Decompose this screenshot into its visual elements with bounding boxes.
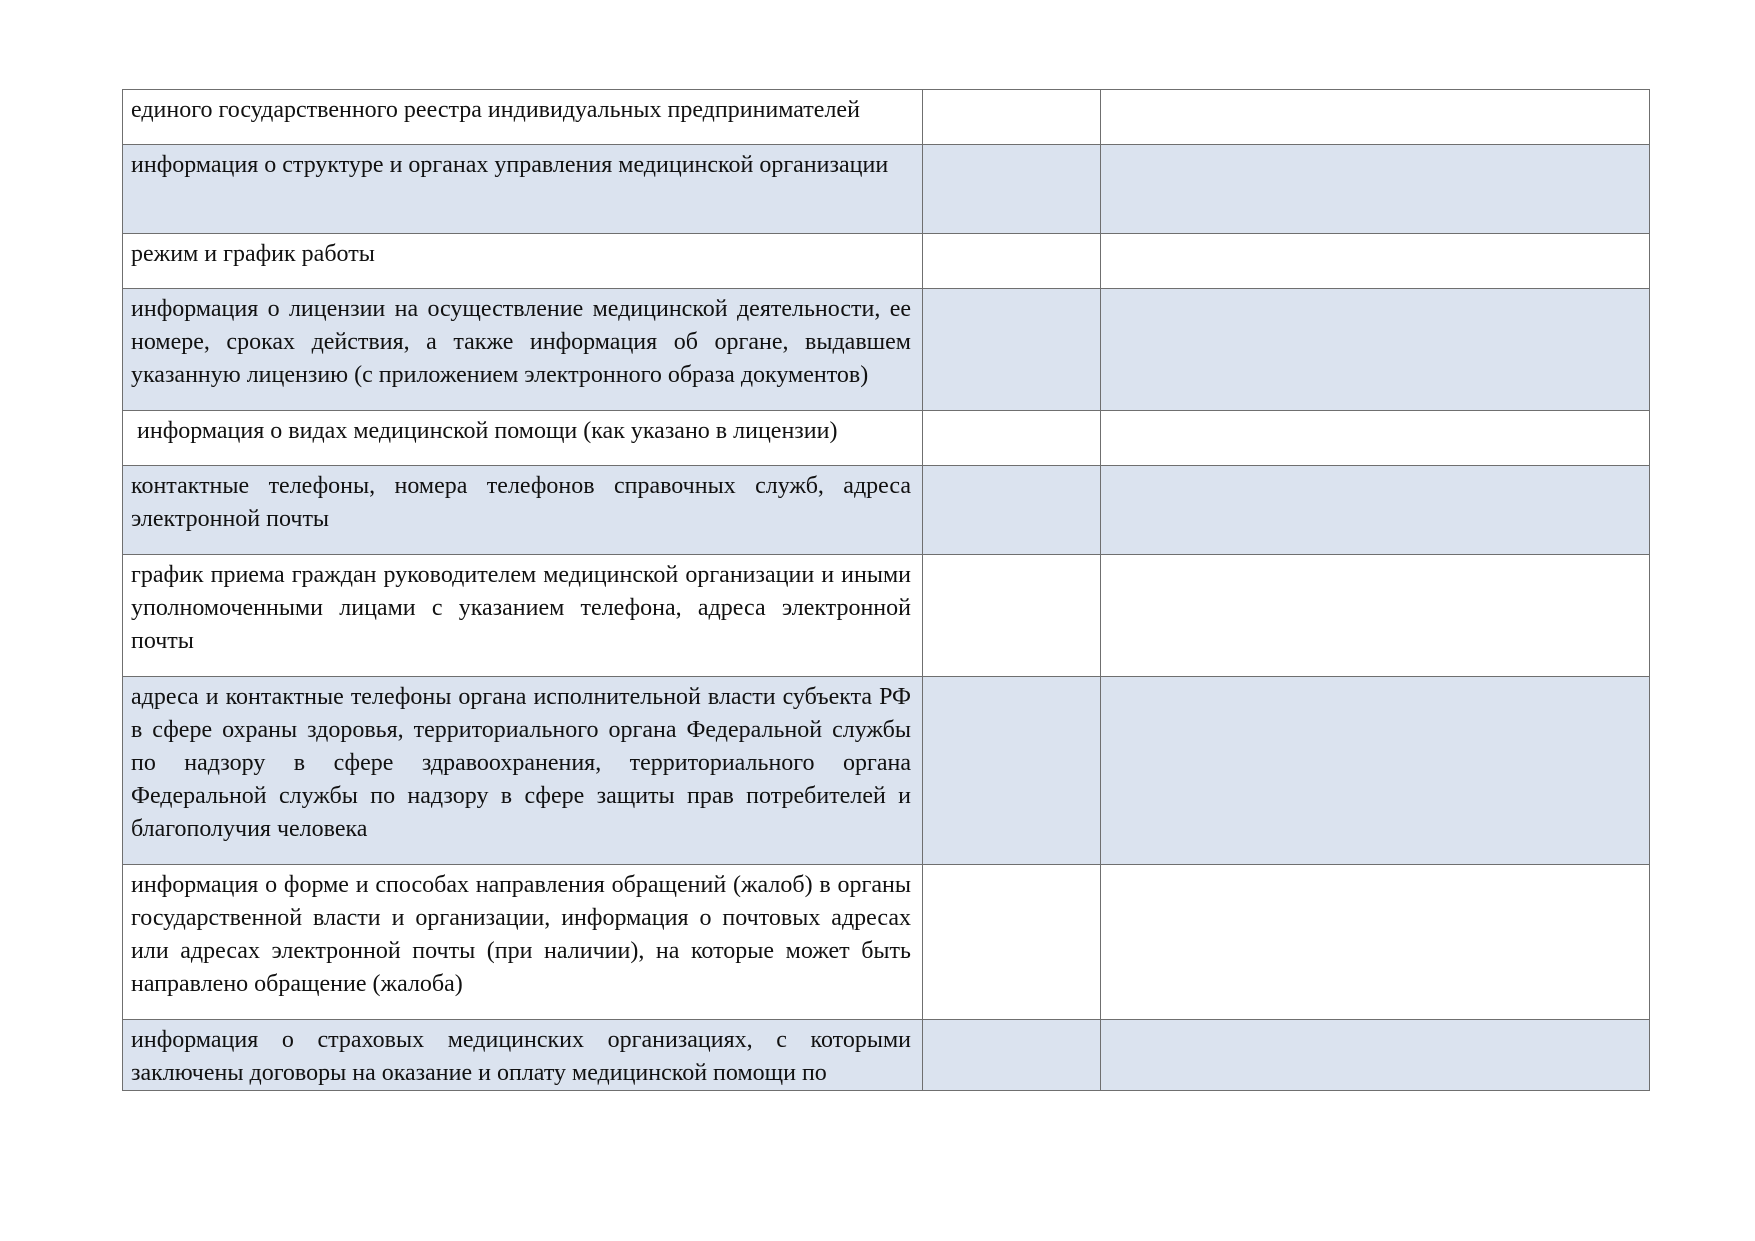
table-cell-empty: [923, 145, 1101, 234]
table-cell-empty: [923, 1020, 1101, 1091]
table-cell-empty: [1101, 677, 1650, 865]
table-row: [123, 90, 1650, 145]
table-cell-empty: [1101, 289, 1650, 411]
table-cell-empty: [1101, 865, 1650, 1020]
table-cell-description: адреса и контактные телефоны органа исполнительной власти субъекта РФ в сфере охраны здоровья, территориального органа Федеральной службы по надзору в сфере здравоохранения, территориального органа Федеральной службы по надзору в сфере защиты прав потребителей и благополучия человека: [123, 677, 923, 865]
table-row: [123, 677, 1650, 865]
table-cell-description: информация о форме и способах направления обращений (жалоб) в органы государственной власти и организации, информация о почтовых адресах или адресах электронной почты (при наличии), на которые может быть направлено обращение (жалоба): [123, 865, 923, 1020]
table-row: [123, 411, 1650, 466]
table-row: [123, 234, 1650, 289]
table-row: [123, 145, 1650, 234]
table-cell-empty: [1101, 1020, 1650, 1091]
table-cell-empty: [1101, 555, 1650, 677]
table-cell-empty: [923, 677, 1101, 865]
table-cell-description: режим и график работы: [123, 234, 923, 289]
table-row: [123, 466, 1650, 555]
table-cell-empty: [923, 90, 1101, 145]
table-cell-empty: [1101, 234, 1650, 289]
table-cell-empty: [923, 289, 1101, 411]
table-cell-description: информация о структуре и органах управления медицинской организации: [123, 145, 923, 234]
table-cell-description: контактные телефоны, номера телефонов справочных служб, адреса электронной почты: [123, 466, 923, 555]
table-cell-empty: [1101, 145, 1650, 234]
table-row: [123, 289, 1650, 411]
table-cell-empty: [923, 234, 1101, 289]
table-cell-empty: [1101, 466, 1650, 555]
table-cell-description: информация о видах медицинской помощи (как указано в лицензии): [123, 411, 923, 466]
table-cell-description: график приема граждан руководителем медицинской организации и иными уполномоченными лицами с указанием телефона, адреса электронной почты: [123, 555, 923, 677]
table-row: [123, 555, 1650, 677]
table-row: [123, 1020, 1650, 1091]
table-cell-description: единого государственного реестра индивидуальных предпринимателей: [123, 90, 923, 145]
table-cell-empty: [1101, 90, 1650, 145]
table-cell-description: информация о страховых медицинских организациях, с которыми заключены договоры на оказание и оплату медицинской помощи по: [123, 1020, 923, 1091]
requirements-table: [122, 89, 1650, 1091]
table-cell-empty: [923, 411, 1101, 466]
table-cell-description: информация о лицензии на осуществление медицинской деятельности, ее номере, сроках действия, а также информация об органе, выдавшем указанную лицензию (с приложением электронного образа документов): [123, 289, 923, 411]
table-cell-empty: [923, 865, 1101, 1020]
table-cell-empty: [1101, 411, 1650, 466]
table-cell-empty: [923, 466, 1101, 555]
table-row: [123, 865, 1650, 1020]
table-cell-empty: [923, 555, 1101, 677]
